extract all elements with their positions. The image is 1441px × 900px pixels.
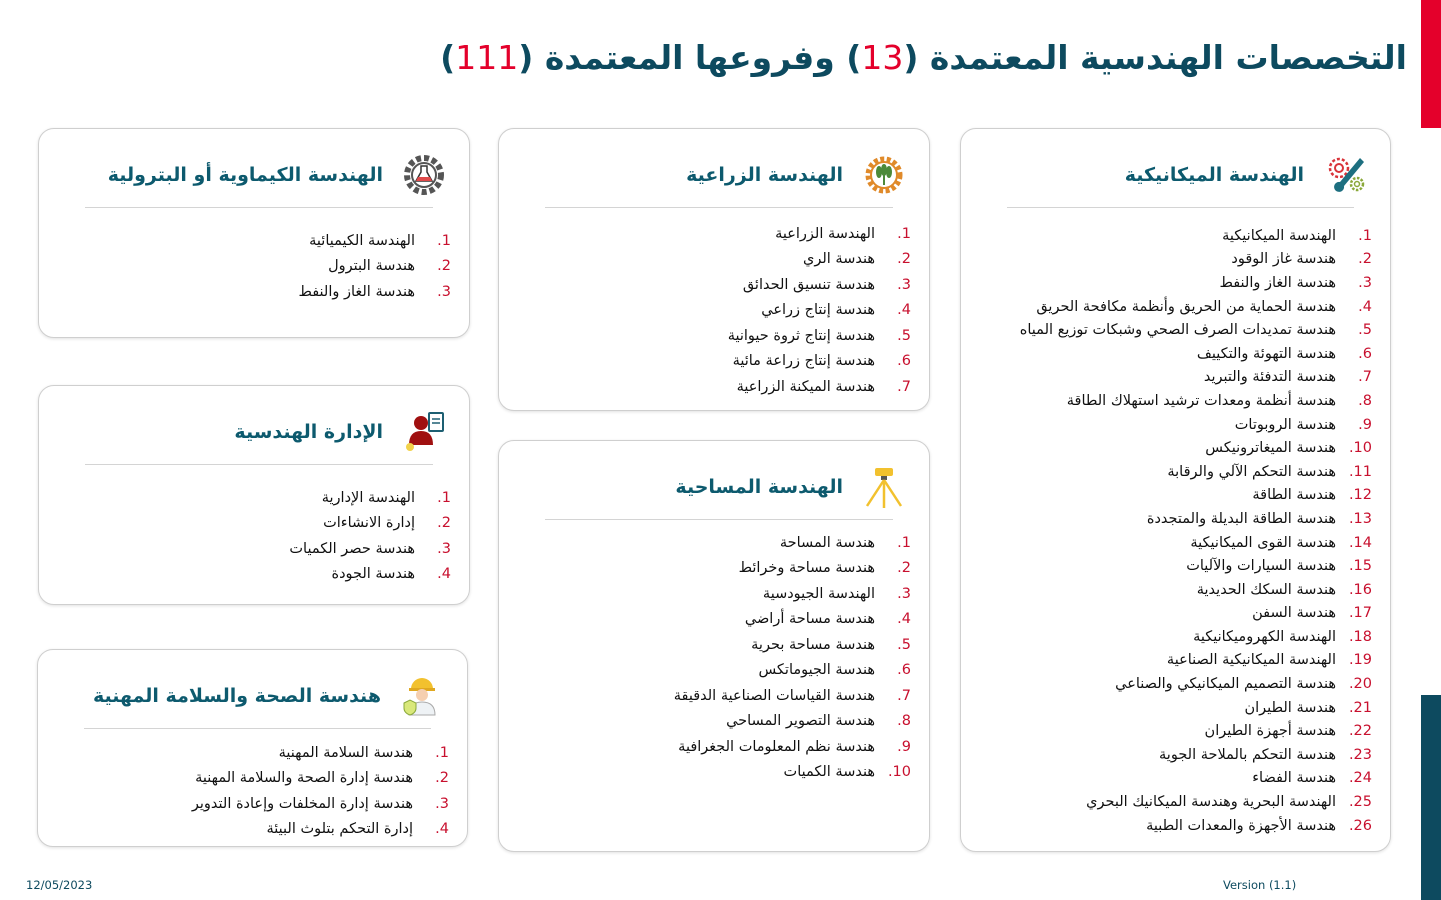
- list-item: [509, 530, 911, 556]
- list-item: [971, 460, 1372, 484]
- branch-list: [509, 530, 911, 785]
- divider: [85, 207, 433, 208]
- list-item: [49, 254, 451, 280]
- item-number: 5.: [1358, 322, 1372, 339]
- list-item: [971, 672, 1372, 696]
- item-number: 3.: [897, 276, 911, 293]
- item-label: الهندسة الكهروميكانيكية: [1193, 628, 1336, 645]
- list-item: [48, 817, 449, 843]
- card-agricultural: [498, 128, 930, 411]
- card-title: الإدارة الهندسية: [234, 421, 383, 443]
- item-number: 3.: [437, 540, 451, 557]
- list-item: [49, 279, 451, 305]
- list-item: [509, 556, 911, 582]
- card-header: [1001, 149, 1368, 201]
- flask-gear-icon: [401, 152, 447, 198]
- list-item: [971, 295, 1372, 319]
- item-number: 9.: [897, 738, 911, 755]
- item-number: 3.: [1358, 274, 1372, 291]
- item-label: هندسة إنتاج ثروة حيوانية: [727, 327, 875, 344]
- item-number: 11.: [1348, 463, 1372, 480]
- item-number: 7.: [897, 378, 911, 395]
- list-item: [509, 760, 911, 786]
- list-item: [509, 658, 911, 684]
- item-label: هندسة الجيوماتكس: [758, 662, 875, 679]
- list-item: [509, 272, 911, 298]
- branch-list: [49, 228, 451, 305]
- list-item: [509, 581, 911, 607]
- divider: [545, 207, 893, 208]
- list-item: [971, 271, 1372, 295]
- item-label: هندسة الميكنة الزراعية: [736, 378, 875, 395]
- item-label: هندسة البترول: [328, 258, 415, 275]
- item-label: الهندسة الزراعية: [775, 225, 875, 242]
- list-item: [971, 625, 1372, 649]
- item-number: 4.: [897, 611, 911, 628]
- card-header: [539, 149, 907, 201]
- list-item: [49, 536, 451, 562]
- divider: [1007, 207, 1354, 208]
- card-title: الهندسة الكيماوية أو البترولية: [107, 164, 383, 186]
- item-number: 13.: [1348, 510, 1372, 527]
- item-number: 22.: [1348, 723, 1372, 740]
- item-label: إدارة التحكم بتلوث البيئة: [266, 821, 413, 838]
- item-number: 2.: [435, 770, 449, 787]
- list-item: [509, 734, 911, 760]
- item-number: 1.: [897, 225, 911, 242]
- item-label: هندسة الحماية من الحريق وأنظمة مكافحة الحريق: [1036, 298, 1336, 315]
- list-item: [971, 602, 1372, 626]
- card-title: هندسة الصحة والسلامة المهنية: [92, 685, 381, 707]
- item-label: هندسة أجهزة الطيران: [1204, 723, 1336, 740]
- list-item: [971, 318, 1372, 342]
- item-number: 2.: [897, 560, 911, 577]
- item-number: 6.: [1358, 345, 1372, 362]
- item-number: 10.: [887, 764, 911, 781]
- item-label: هندسة إنتاج زراعي: [761, 302, 875, 319]
- list-item: [971, 224, 1372, 248]
- item-number: 17.: [1348, 605, 1372, 622]
- item-label: هندسة إدارة المخلفات وإعادة التدوير: [191, 795, 413, 812]
- list-item: [509, 632, 911, 658]
- item-label: هندسة غاز الوقود: [1231, 251, 1336, 268]
- list-item: [509, 298, 911, 324]
- card-chemical: [38, 128, 470, 338]
- page-title: [440, 38, 1407, 77]
- footer-version: Version (1.1): [1223, 878, 1297, 892]
- list-item: [971, 554, 1372, 578]
- item-number: 10.: [1348, 440, 1372, 457]
- card-header: [78, 670, 445, 722]
- item-label: هندسة المساحة: [779, 534, 875, 551]
- item-number: 1.: [435, 744, 449, 761]
- item-label: هندسة الطيران: [1244, 699, 1336, 716]
- item-label: هندسة السكك الحديدية: [1196, 581, 1336, 598]
- manager-clipboard-icon: [401, 409, 447, 455]
- item-label: هندسة حصر الكميات: [289, 540, 415, 557]
- item-number: 25.: [1348, 794, 1372, 811]
- card-header: [79, 149, 447, 201]
- item-number: 1.: [1358, 227, 1372, 244]
- list-item: [971, 342, 1372, 366]
- item-label: هندسة التهوئة والتكييف: [1196, 345, 1336, 362]
- item-number: 6.: [897, 662, 911, 679]
- item-number: 19.: [1348, 652, 1372, 669]
- item-number: 2.: [1358, 251, 1372, 268]
- footer-date: 12/05/2023: [26, 878, 93, 892]
- item-label: الهندسة الإدارية: [321, 489, 415, 506]
- card-safety: [37, 649, 468, 847]
- item-label: هندسة مساحة وخرائط: [738, 560, 875, 577]
- accent-bar-teal: [1421, 695, 1441, 900]
- item-number: 12.: [1348, 487, 1372, 504]
- item-number: 2.: [437, 258, 451, 275]
- item-number: 3.: [435, 795, 449, 812]
- item-label: إدارة الانشاءات: [323, 515, 415, 532]
- list-item: [509, 221, 911, 247]
- list-item: [971, 507, 1372, 531]
- item-label: الهندسة الميكانيكية: [1222, 227, 1336, 244]
- item-number: 20.: [1348, 676, 1372, 693]
- item-label: هندسة نظم المعلومات الجغرافية: [678, 738, 875, 755]
- list-item: [509, 683, 911, 709]
- item-number: 15.: [1348, 558, 1372, 575]
- title-text: التخصصات الهندسية المعتمدة (: [903, 38, 1407, 77]
- list-item: [971, 719, 1372, 743]
- list-item: [49, 511, 451, 537]
- list-item: [971, 649, 1372, 673]
- item-number: 5.: [897, 636, 911, 653]
- list-item: [971, 696, 1372, 720]
- list-item: [971, 413, 1372, 437]
- item-number: 3.: [897, 585, 911, 602]
- card-header: [79, 406, 447, 458]
- branches-count: 111: [455, 38, 519, 77]
- item-label: الهندسة البحرية وهندسة الميكانيك البحري: [1086, 794, 1336, 811]
- item-label: هندسة السلامة المهنية: [278, 744, 413, 761]
- list-item: [509, 374, 911, 400]
- list-item: [971, 248, 1372, 272]
- list-item: [971, 484, 1372, 508]
- item-label: هندسة إنتاج زراعة مائية: [732, 353, 875, 370]
- list-item: [971, 578, 1372, 602]
- item-label: هندسة السفن: [1252, 605, 1336, 622]
- item-label: هندسة مساحة أراضي: [744, 611, 875, 628]
- branch-list: [48, 740, 449, 842]
- item-number: 9.: [1358, 416, 1372, 433]
- item-label: هندسة القياسات الصناعية الدقيقة: [673, 687, 875, 704]
- list-item: [971, 814, 1372, 838]
- item-label: هندسة تنسيق الحدائق: [742, 276, 875, 293]
- item-number: 2.: [897, 251, 911, 268]
- item-number: 18.: [1348, 628, 1372, 645]
- item-label: الهندسة الميكانيكية الصناعية: [1166, 652, 1336, 669]
- title-text: ): [440, 38, 456, 77]
- item-number: 4.: [437, 566, 451, 583]
- card-title: الهندسة الزراعية: [686, 164, 843, 186]
- item-label: هندسة الغاز والنفط: [298, 283, 415, 300]
- branch-list: [509, 221, 911, 400]
- list-item: [971, 531, 1372, 555]
- item-label: هندسة التحكم بالملاحة الجوية: [1159, 746, 1336, 763]
- list-item: [509, 349, 911, 375]
- list-item: [509, 709, 911, 735]
- item-number: 1.: [437, 232, 451, 249]
- item-label: هندسة الغاز والنفط: [1219, 274, 1336, 291]
- item-number: 1.: [897, 534, 911, 551]
- item-label: هندسة الطاقة: [1252, 487, 1336, 504]
- specialties-count: 13: [861, 38, 904, 77]
- item-label: هندسة الفضاء: [1252, 770, 1336, 787]
- accent-bar-red: [1421, 0, 1441, 128]
- card-management: [38, 385, 470, 605]
- wheat-gear-icon: [861, 152, 907, 198]
- item-number: 4.: [897, 302, 911, 319]
- list-item: [971, 366, 1372, 390]
- item-label: هندسة أنظمة ومعدات ترشيد استهلاك الطاقة: [1066, 392, 1336, 409]
- item-label: هندسة الجودة: [331, 566, 415, 583]
- item-number: 2.: [437, 515, 451, 532]
- card-mechanical: [960, 128, 1391, 852]
- item-label: هندسة السيارات والآليات: [1186, 558, 1336, 575]
- card-header: [539, 461, 907, 513]
- item-label: هندسة التدفئة والتبريد: [1203, 369, 1336, 386]
- divider: [85, 464, 433, 465]
- list-item: [49, 562, 451, 588]
- item-label: هندسة الري: [803, 251, 875, 268]
- item-label: الهندسة الجيودسية: [762, 585, 875, 602]
- item-label: هندسة القوى الميكانيكية: [1190, 534, 1336, 551]
- item-number: 21.: [1348, 699, 1372, 716]
- item-label: هندسة الطاقة البديلة والمتجددة: [1146, 510, 1336, 527]
- item-number: 3.: [437, 283, 451, 300]
- list-item: [49, 485, 451, 511]
- item-number: 4.: [1358, 298, 1372, 315]
- list-item: [971, 767, 1372, 791]
- list-item: [509, 323, 911, 349]
- list-item: [48, 791, 449, 817]
- item-number: 14.: [1348, 534, 1372, 551]
- item-number: 23.: [1348, 746, 1372, 763]
- list-item: [971, 743, 1372, 767]
- branch-list: [49, 485, 451, 587]
- item-label: هندسة الأجهزة والمعدات الطبية: [1146, 817, 1336, 834]
- item-number: 8.: [1358, 392, 1372, 409]
- list-item: [49, 228, 451, 254]
- item-label: هندسة الميغاترونيكس: [1205, 440, 1336, 457]
- item-number: 26.: [1348, 817, 1372, 834]
- list-item: [971, 436, 1372, 460]
- item-label: هندسة مساحة بحرية: [751, 636, 875, 653]
- item-label: هندسة الروبوتات: [1234, 416, 1336, 433]
- item-label: هندسة التحكم الآلي والرقابة: [1167, 463, 1336, 480]
- item-label: هندسة إدارة الصحة والسلامة المهنية: [195, 770, 413, 787]
- item-label: هندسة تمديدات الصرف الصحي وشبكات توزيع المياه: [1019, 322, 1336, 339]
- branch-list: [971, 224, 1372, 837]
- item-label: هندسة الكميات: [783, 764, 875, 781]
- list-item: [971, 389, 1372, 413]
- list-item: [509, 247, 911, 273]
- survey-tripod-icon: [861, 464, 907, 510]
- card-title: الهندسة الميكانيكية: [1124, 164, 1304, 186]
- item-number: 6.: [897, 353, 911, 370]
- item-label: هندسة التصوير المساحي: [726, 713, 875, 730]
- item-number: 4.: [435, 821, 449, 838]
- list-item: [48, 766, 449, 792]
- worker-helmet-icon: [399, 673, 445, 719]
- item-number: 7.: [1358, 369, 1372, 386]
- item-number: 1.: [437, 489, 451, 506]
- item-label: هندسة التصميم الميكانيكي والصناعي: [1115, 676, 1336, 693]
- divider: [84, 728, 431, 729]
- item-label: الهندسة الكيميائية: [309, 232, 415, 249]
- item-number: 7.: [897, 687, 911, 704]
- wrench-gear-icon: [1322, 152, 1368, 198]
- item-number: 24.: [1348, 770, 1372, 787]
- list-item: [971, 790, 1372, 814]
- card-title: الهندسة المساحية: [675, 476, 843, 498]
- item-number: 5.: [897, 327, 911, 344]
- list-item: [509, 607, 911, 633]
- item-number: 16.: [1348, 581, 1372, 598]
- item-number: 8.: [897, 713, 911, 730]
- title-text: ) وفروعها المعتمدة (: [518, 38, 862, 77]
- divider: [545, 519, 893, 520]
- card-surveying: [498, 440, 930, 852]
- list-item: [48, 740, 449, 766]
